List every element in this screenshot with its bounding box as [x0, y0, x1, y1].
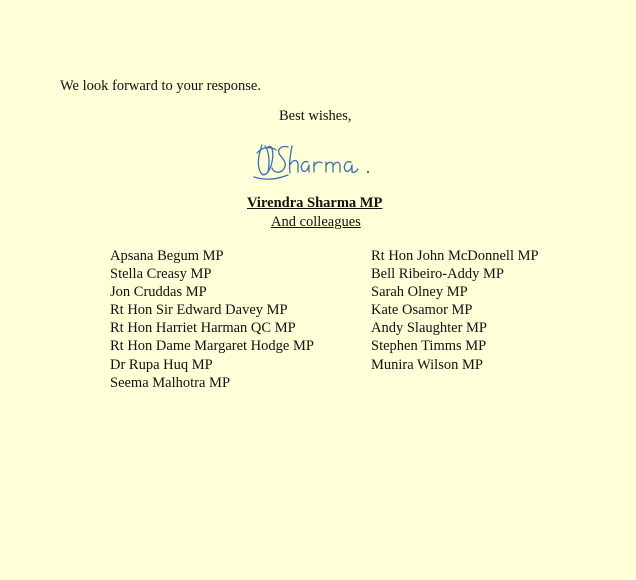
colleague-name: Dr Rupa Huq MP	[110, 356, 213, 373]
signer-name: Virendra Sharma MP	[247, 195, 383, 211]
colleague-name: Seema Malhotra MP	[110, 374, 231, 391]
colleague-name: Rt Hon Harriet Harman QC MP	[110, 320, 296, 337]
colleague-name: Stephen Timms MP	[371, 338, 487, 355]
colleague-name: Kate Osamor MP	[371, 302, 473, 319]
sign-off: Best wishes,	[279, 108, 352, 124]
colleague-name: Apsana Begum MP	[110, 248, 224, 264]
colleague-list-left	[110, 247, 314, 392]
colleague-name: Munira Wilson MP	[371, 356, 483, 373]
handwritten-signature	[248, 138, 384, 184]
colleague-name: Andy Slaughter MP	[371, 320, 487, 337]
colleague-name: Rt Hon John McDonnell MP	[371, 248, 539, 264]
colleague-name: Sarah Olney MP	[371, 284, 468, 301]
colleague-name: Rt Hon Sir Edward Davey MP	[110, 302, 288, 319]
colleague-name: Stella Creasy MP	[110, 266, 212, 283]
signer-subtitle: And colleagues	[271, 214, 361, 230]
colleague-name: Rt Hon Dame Margaret Hodge MP	[110, 338, 314, 355]
colleague-name: Bell Ribeiro-Addy MP	[371, 266, 504, 283]
colleague-list-right	[371, 247, 539, 374]
closing-line: We look forward to your response.	[60, 78, 261, 94]
colleague-name: Jon Cruddas MP	[110, 284, 207, 301]
